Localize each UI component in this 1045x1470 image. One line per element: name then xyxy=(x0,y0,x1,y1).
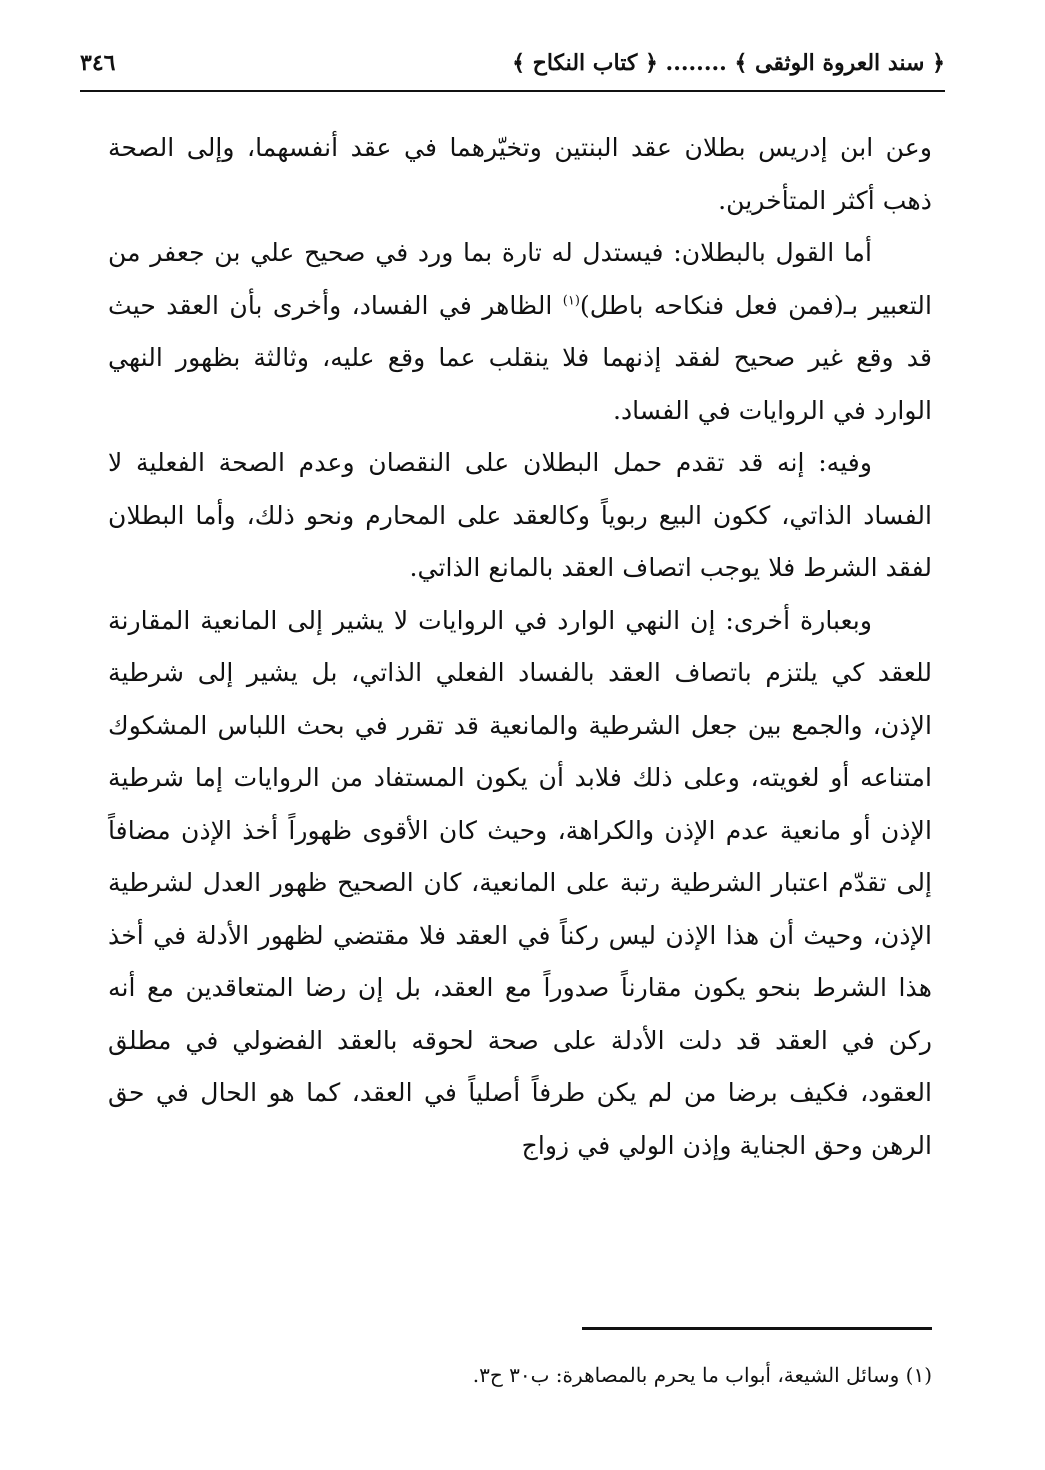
paragraph-2-part-1: أما القول بالبطلان: فيستدل له تارة بما ورد في صحيح علي بن جعفر من التعبير بـ(فمن فعل فنكاحه باطل) xyxy=(108,238,932,320)
paragraph-2-part-2: الظاهر في الفساد، وأخرى بأن العقد حيث قد وقع غير صحيح لفقد إذنهما فلا ينقلب عما وقع عليه، وثالثة بظهور النهي الوارد في الروايات في الفساد. xyxy=(108,290,932,425)
paragraph-3: وفيه: إنه قد تقدم حمل البطلان على النقصان وعدم الصحة الفعلية لا الفساد الذاتي، ككون البيع ربوياً وكالعقد على المحارم ونحو ذلك، وأما البطلان لفقد الشرط فلا يوجب اتصاف العقد بالمانع الذاتي. xyxy=(108,448,932,582)
running-header xyxy=(80,40,945,86)
header-title: ﴿ سند العروة الوثقى ﴾ ........ ﴿ كتاب النكاح ﴾ xyxy=(512,50,945,76)
main-text xyxy=(108,122,932,1172)
footnote: (١) وسائل الشيعة، أبواب ما يحرم بالمصاهرة: ب٣٠ ح٣. xyxy=(472,1363,932,1387)
page-number: ٣٤٦ xyxy=(80,50,116,76)
header-divider xyxy=(80,90,945,92)
paragraph-2 xyxy=(108,227,932,437)
paragraph-1: وعن ابن إدريس بطلان عقد البنتين وتخيّرهما في عقد أنفسهما، وإلى الصحة ذهب أكثر المتأخرين. xyxy=(108,133,932,215)
footnote-divider xyxy=(582,1327,932,1330)
footnote-reference[interactable]: (١) xyxy=(562,293,580,309)
paragraph-4: وبعبارة أخرى: إن النهي الوارد في الروايات لا يشير إلى المانعية المقارنة للعقد كي يلتزم باتصاف العقد بالفساد الفعلي الذاتي، بل يشير إلى شرطية الإذن، والجمع بين جعل الشرطية والمانعية قد تقرر في بحث اللباس المشكوك امتناعه أو لغويته، وعلى ذلك فلابد أن يكون المستفاد من الروايات إما شرطية الإذن أو مانعية عدم الإذن والكراهة، وحيث كان الأقوى ظهوراً أخذ الإذن مضافاً إلى تقدّم اعتبار الشرطية رتبة على المانعية، كان الصحيح ظهور العدل لشرطية الإذن، وحيث أن هذا الإذن ليس ركناً في العقد فلا مقتضي لظهور الأدلة في أخذ هذا الشرط بنحو يكون مقارناً صدوراً مع العقد، بل إن رضا المتعاقدين مع أنه ركن في العقد قد دلت الأدلة على صحة لحوقه بالعقد الفضولي في مطلق العقود، فكيف برضا من لم يكن طرفاً أصلياً في العقد، كما هو الحال في حق الرهن وحق الجناية وإذن الولي في زواج xyxy=(108,605,932,1160)
